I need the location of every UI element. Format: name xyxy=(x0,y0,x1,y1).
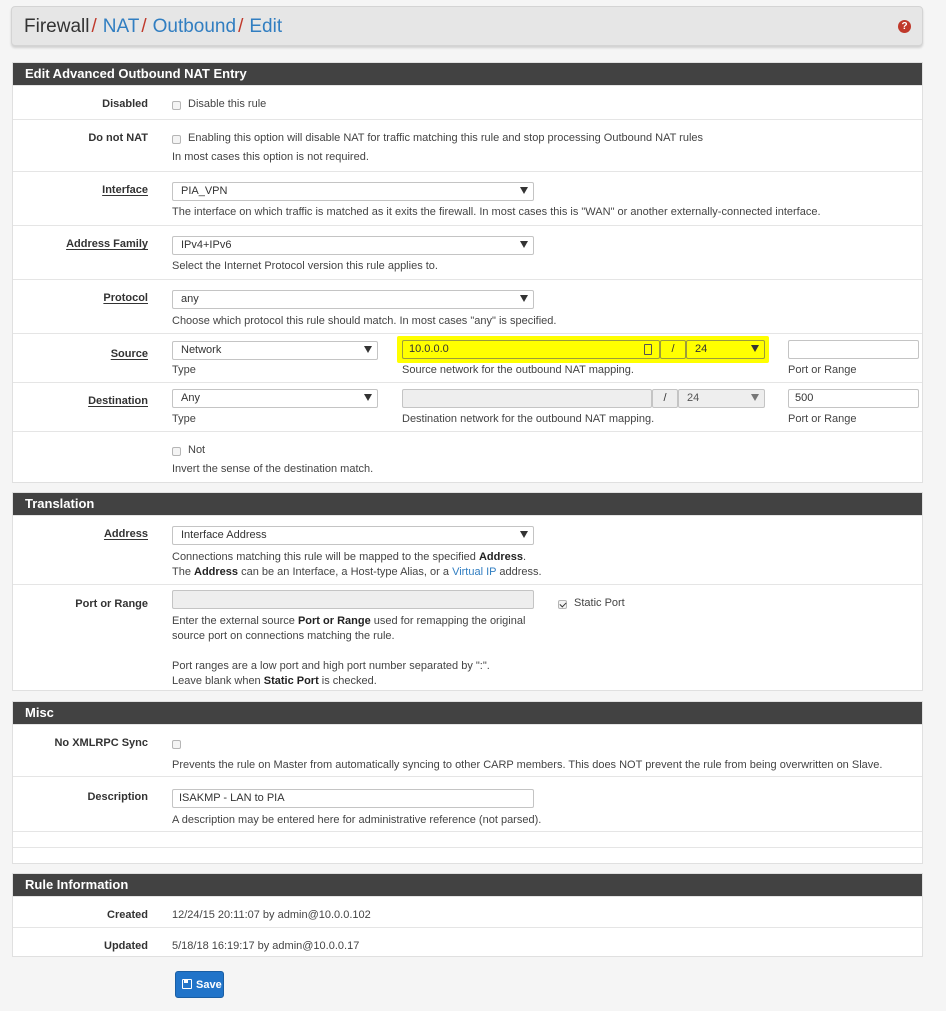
not-row xyxy=(13,431,922,483)
panel-title: Rule Information xyxy=(13,874,922,896)
help-text: can be an Interface, a Host-type Alias, or a xyxy=(238,566,453,578)
source-type-value: Network xyxy=(181,344,222,356)
do-not-nat-text: Enabling this option will disable NAT for traffic matching this rule and stop processing Outbound NAT rules xyxy=(188,132,704,144)
destination-network-input[interactable] xyxy=(402,389,652,408)
translation-port-help-3: Port ranges are a low port and high port number separated by ":". xyxy=(172,660,490,672)
chevron-down-icon xyxy=(520,187,528,194)
breadcrumb-outbound-link[interactable]: Outbound xyxy=(152,16,237,37)
breadcrumb-separator: / xyxy=(238,16,244,37)
no-xmlrpc-help: Prevents the rule on Master from automatically syncing to other CARP members. This does NOT prevent the rule from being overwritten on Slave. xyxy=(172,759,883,771)
slash-text: / xyxy=(671,343,675,355)
chevron-down-icon xyxy=(520,241,528,248)
not-help: Invert the sense of the destination match. xyxy=(172,463,374,475)
do-not-nat-help: In most cases this option is not required. xyxy=(172,151,369,163)
do-not-nat-checkbox[interactable] xyxy=(172,135,181,144)
description-value: ISAKMP - LAN to PIA xyxy=(179,792,285,804)
translation-port-help-2: source port on connections matching the rule. xyxy=(172,630,395,642)
breadcrumb-root: Firewall xyxy=(24,16,90,37)
destination-port-input[interactable] xyxy=(788,389,919,408)
source-network-input[interactable] xyxy=(402,340,660,359)
help-text: address. xyxy=(496,566,542,578)
autofill-icon xyxy=(644,344,652,355)
empty-row xyxy=(13,847,922,863)
chevron-down-icon xyxy=(751,345,759,352)
protocol-row xyxy=(13,279,922,333)
misc-panel xyxy=(12,701,923,864)
help-text: Enter the external source xyxy=(172,615,298,627)
source-type-help: Type xyxy=(172,364,196,376)
destination-type-value: Any xyxy=(181,392,200,404)
destination-label: Destination xyxy=(88,395,148,407)
question-circle-icon[interactable]: ? xyxy=(898,20,911,33)
source-label: Source xyxy=(110,348,148,360)
description-label: Description xyxy=(87,791,148,803)
updated-row xyxy=(13,927,922,956)
translation-address-select[interactable] xyxy=(172,526,534,545)
chevron-down-icon xyxy=(364,346,372,353)
help-text: is checked. xyxy=(318,675,377,687)
help-bold: Address xyxy=(194,566,239,578)
panel-title: Edit Advanced Outbound NAT Entry xyxy=(13,63,922,85)
translation-panel xyxy=(12,492,923,691)
panel-title: Misc xyxy=(13,702,922,724)
source-type-select[interactable] xyxy=(172,341,378,360)
edit-nat-panel xyxy=(12,62,923,483)
destination-type-select[interactable] xyxy=(172,389,378,408)
save-button-label: Save xyxy=(196,979,222,991)
protocol-select[interactable] xyxy=(172,290,534,309)
disable-rule-checkbox[interactable] xyxy=(172,101,181,110)
interface-select-value: PIA_VPN xyxy=(181,185,228,197)
chevron-down-icon xyxy=(364,394,372,401)
protocol-label: Protocol xyxy=(103,292,148,304)
translation-port-help-4 xyxy=(172,675,377,687)
destination-slash xyxy=(652,389,678,408)
no-xmlrpc-row xyxy=(13,724,922,776)
source-network-help: Source network for the outbound NAT mapping. xyxy=(402,364,634,376)
help-bold: Static Port xyxy=(263,675,319,687)
interface-select[interactable] xyxy=(172,182,534,201)
created-label: Created xyxy=(107,909,148,921)
translation-port-input[interactable] xyxy=(172,590,534,609)
source-network-value: 10.0.0.0 xyxy=(409,343,449,355)
translation-port-help-1 xyxy=(172,615,525,627)
translation-address-value: Interface Address xyxy=(181,529,267,541)
interface-help: The interface on which traffic is matched as it exits the firewall. In most cases this is "WAN" or another externally-connected interface. xyxy=(172,206,821,218)
disable-rule-text: Disable this rule xyxy=(188,98,267,110)
help-text: used for remapping the original xyxy=(370,615,526,627)
protocol-select-value: any xyxy=(181,293,199,305)
save-icon xyxy=(182,979,192,989)
destination-mask-select[interactable] xyxy=(678,389,765,408)
description-input[interactable] xyxy=(172,789,534,808)
not-checkbox[interactable] xyxy=(172,447,181,456)
panel-title: Translation xyxy=(13,493,922,515)
description-help: A description may be entered here for administrative reference (not parsed). xyxy=(172,814,542,826)
disabled-row xyxy=(13,85,922,119)
source-mask-value: 24 xyxy=(695,343,708,355)
translation-port-row xyxy=(13,584,922,691)
static-port-text: Static Port xyxy=(574,597,625,609)
translation-address-label: Address xyxy=(103,528,148,540)
chevron-down-icon xyxy=(520,531,528,538)
help-text: The xyxy=(172,566,195,578)
breadcrumb-nat-link[interactable]: NAT xyxy=(102,16,140,37)
destination-port-value: 500 xyxy=(795,392,814,404)
do-not-nat-label: Do not NAT xyxy=(88,132,148,144)
interface-row xyxy=(13,171,922,225)
translation-port-label: Port or Range xyxy=(75,598,148,610)
breadcrumb-bar xyxy=(11,6,923,46)
address-family-row xyxy=(13,225,922,279)
static-port-checkbox[interactable] xyxy=(558,600,567,609)
address-family-select[interactable] xyxy=(172,236,534,255)
help-text: Connections matching this rule will be mapped to the specified xyxy=(172,551,479,563)
created-row xyxy=(13,896,922,927)
protocol-help: Choose which protocol this rule should match. In most cases "any" is specified. xyxy=(172,315,557,327)
breadcrumb-edit-link[interactable]: Edit xyxy=(249,16,283,37)
address-family-label: Address Family xyxy=(66,238,148,250)
address-family-help: Select the Internet Protocol version this rule applies to. xyxy=(172,260,438,272)
destination-type-help: Type xyxy=(172,413,196,425)
chevron-down-icon xyxy=(751,394,759,401)
do-not-nat-row xyxy=(13,119,922,171)
help-bold: Port or Range xyxy=(297,615,371,627)
source-mask-select[interactable] xyxy=(686,340,765,359)
breadcrumb-separator: / xyxy=(141,16,147,37)
no-xmlrpc-checkbox[interactable] xyxy=(172,740,181,749)
help-text: . xyxy=(522,551,527,563)
save-button[interactable] xyxy=(175,971,224,998)
help-bold: Address xyxy=(478,551,523,563)
destination-row xyxy=(13,382,922,431)
disabled-label: Disabled xyxy=(102,98,148,110)
translation-address-help-1 xyxy=(172,551,526,563)
destination-port-help: Port or Range xyxy=(788,413,857,425)
no-xmlrpc-label: No XMLRPC Sync xyxy=(54,737,148,749)
translation-address-help-2 xyxy=(172,566,542,578)
updated-value: 5/18/18 16:19:17 by admin@10.0.0.17 xyxy=(172,940,360,952)
empty-row xyxy=(13,831,922,847)
virtual-ip-link[interactable]: Virtual IP xyxy=(452,566,497,578)
breadcrumb-separator: / xyxy=(91,16,97,37)
help-text: Leave blank when xyxy=(172,675,264,687)
destination-mask-value: 24 xyxy=(687,392,700,404)
not-text: Not xyxy=(188,444,206,456)
source-port-help: Port or Range xyxy=(788,364,857,376)
rule-info-panel xyxy=(12,873,923,957)
chevron-down-icon xyxy=(520,295,528,302)
interface-label: Interface xyxy=(102,184,148,196)
slash-text: / xyxy=(663,392,667,404)
description-row xyxy=(13,776,922,831)
destination-network-help: Destination network for the outbound NAT mapping. xyxy=(402,413,655,425)
breadcrumb xyxy=(24,16,282,38)
source-row xyxy=(13,333,922,382)
translation-address-row xyxy=(13,515,922,584)
updated-label: Updated xyxy=(104,940,148,952)
source-slash xyxy=(660,340,686,359)
address-family-select-value: IPv4+IPv6 xyxy=(181,239,232,251)
created-value: 12/24/15 20:11:07 by admin@10.0.0.102 xyxy=(172,909,371,921)
source-port-input[interactable] xyxy=(788,340,919,359)
